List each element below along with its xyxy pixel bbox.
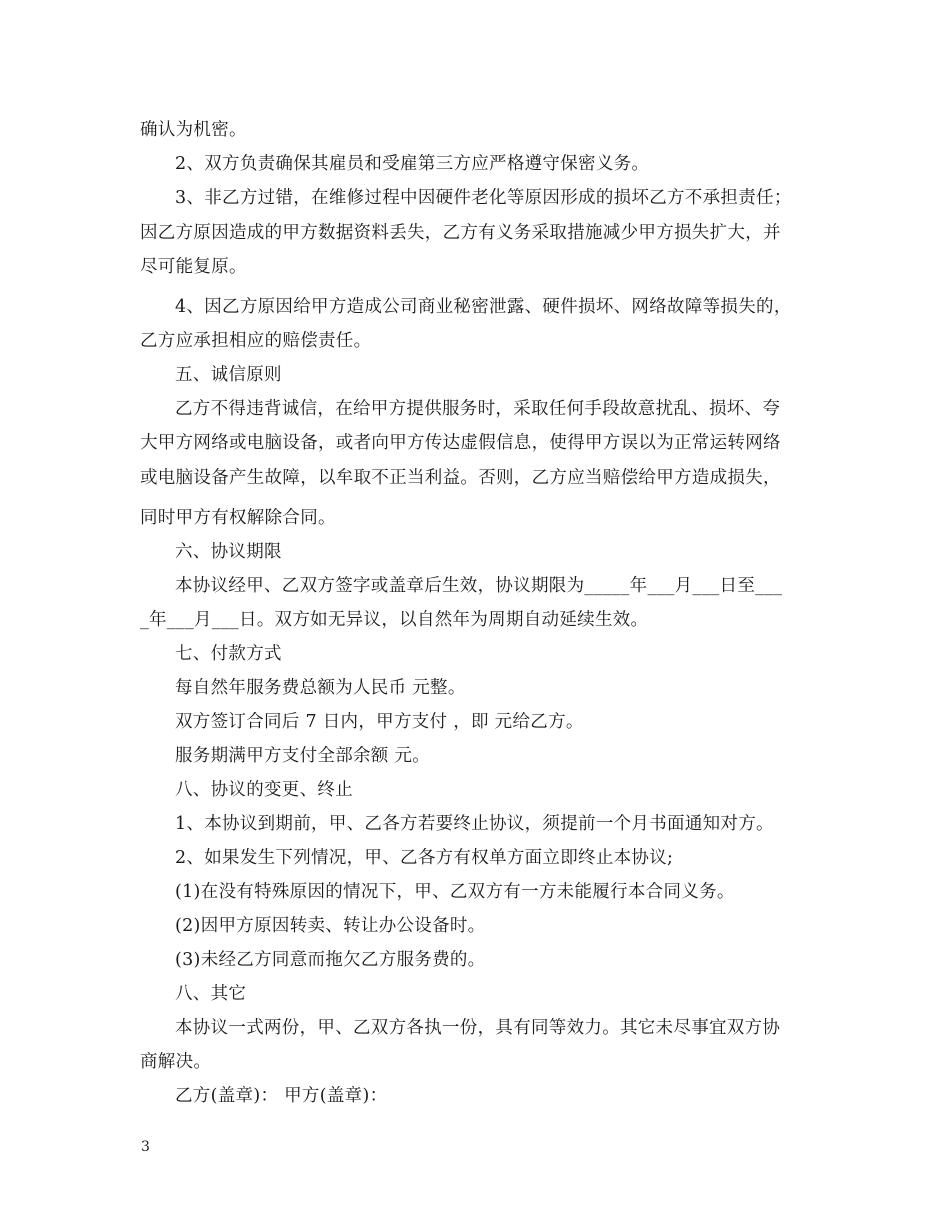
section-heading-change-termination: 八、协议的变更、终止	[175, 780, 353, 800]
term-paragraph-text: 本协议经甲、乙双方签字或盖章后生效，协议期限为_____年___月___日至___	[175, 576, 783, 596]
section-heading-other: 八、其它	[175, 984, 247, 1004]
termination-item-1: (1)在没有特殊原因的情况下，甲、乙双方有一方未能履行本合同义务。	[175, 882, 735, 902]
body-text-line: 乙方应承担相应的赔偿责任。	[140, 331, 372, 351]
body-text-line: 同时甲方有权解除合同。	[140, 508, 336, 528]
body-text-line: 确认为机密。	[140, 120, 247, 140]
termination-clause-2: 2、如果发生下列情况，甲、乙各方有权单方面立即终止本协议;	[175, 848, 674, 868]
body-text-line: 商解决。	[140, 1052, 212, 1072]
signature-line: 乙方(盖章)： 甲方(盖章)：	[175, 1086, 388, 1106]
termination-item-3: (3)未经乙方同意而拖欠乙方服务费的。	[175, 950, 486, 970]
body-text-line: 大甲方网络或电脑设备，或者向甲方传达虚假信息，使得甲方误以为正常运转网络	[140, 433, 781, 453]
clause-3-text: 3、非乙方过错，在维修过程中因硬件老化等原因形成的损坏乙方不承担责任；	[175, 188, 792, 208]
termination-clause-1: 1、本协议到期前，甲、乙各方若要终止协议，须提前一个月书面通知对方。	[175, 814, 774, 834]
integrity-paragraph-text: 乙方不得违背诚信，在给甲方提供服务时，采取任何手段故意扰乱、损坏、夸	[175, 399, 781, 419]
body-text-line: _年___月___日。双方如无异议，以自然年为周期自动延续生效。	[140, 610, 649, 630]
body-text-line: 尽可能复原。	[140, 257, 247, 277]
payment-total-text: 每自然年服务费总额为人民币 元整。	[175, 678, 466, 698]
payment-balance-text: 服务期满甲方支付全部余额 元。	[175, 746, 431, 766]
termination-item-2: (2)因甲方原因转卖、转让办公设备时。	[175, 916, 486, 936]
other-paragraph-text: 本协议一式两份，甲、乙双方各执一份，具有同等效力。其它未尽事宜双方协	[175, 1018, 781, 1038]
section-heading-term: 六、协议期限	[175, 542, 282, 562]
payment-initial-text: 双方签订合同后 7 日内，甲方支付 ，即 元给乙方。	[175, 712, 584, 732]
clause-2-text: 2、双方负责确保其雇员和受雇第三方应严格遵守保密义务。	[175, 154, 650, 174]
clause-4-text: 4、因乙方原因给甲方造成公司商业秘密泄露、硬件损坏、网络故障等损失的，	[175, 297, 792, 317]
page-number: 3	[141, 1139, 150, 1155]
section-heading-payment: 七、付款方式	[175, 644, 282, 664]
section-heading-integrity: 五、诚信原则	[175, 365, 282, 385]
body-text-line: 或电脑设备产生故障，以牟取不正当利益。否则，乙方应当赔偿给甲方造成损失，	[140, 468, 781, 488]
body-text-line: 因乙方原因造成的甲方数据资料丢失，乙方有义务采取措施减少甲方损失扩大，并	[140, 223, 781, 243]
